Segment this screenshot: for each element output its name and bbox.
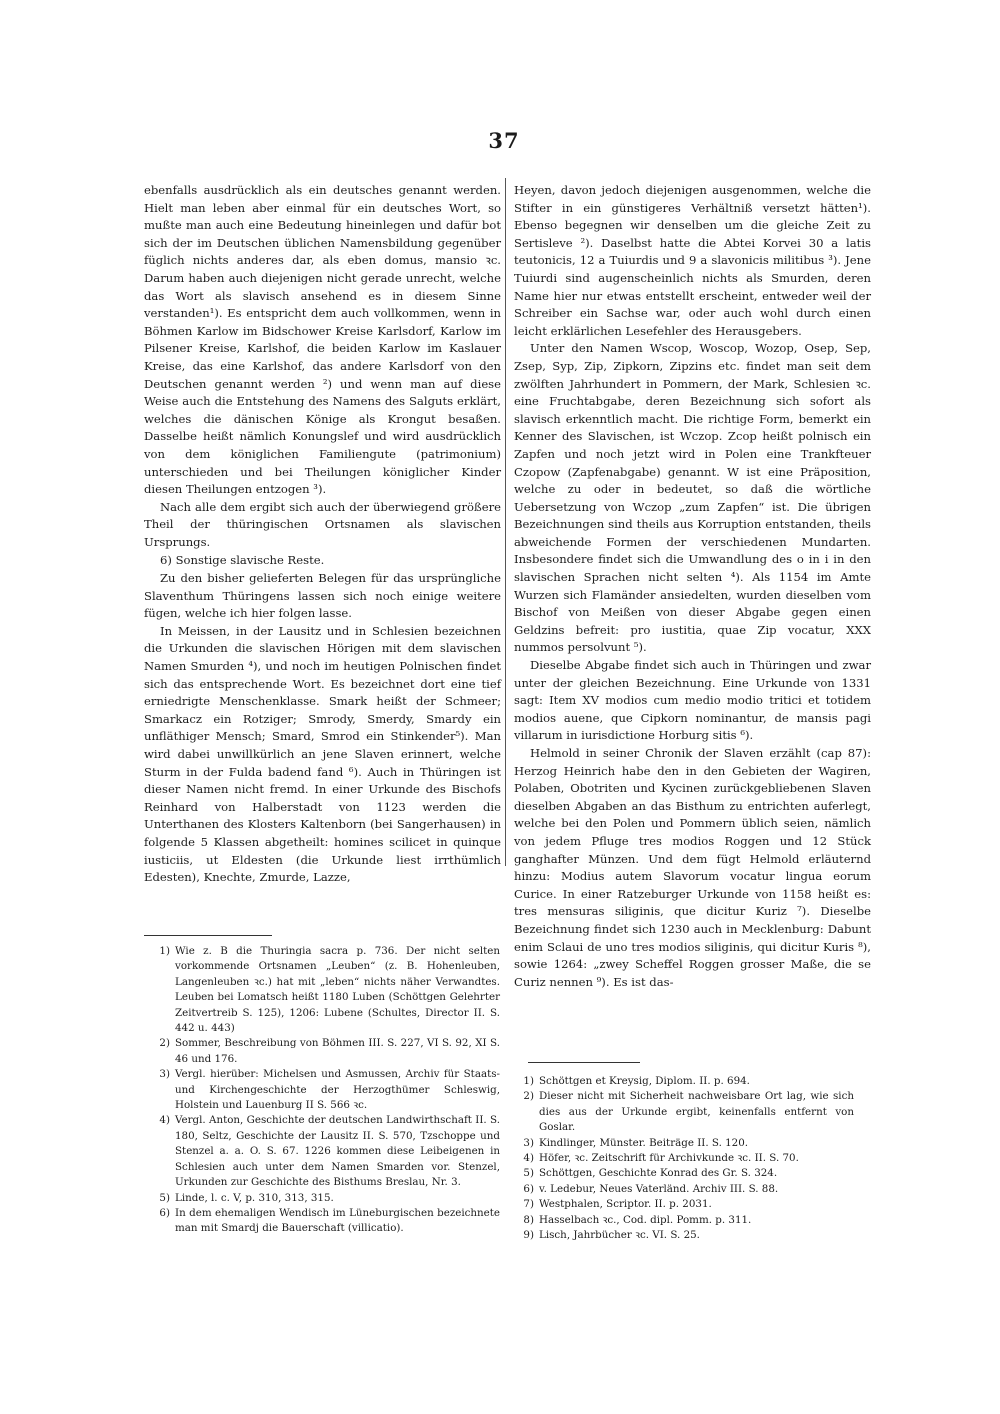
footnote-text: Vergl. Anton, Geschichte der deutschen Landwirthschaft II. S. 180, Seltz, Geschichte der Lausitz II. S. 570, Tzschoppe und Stenzel a. a. O. S. 67. 1226 kommen diese Leibeigenen in Schlesien auch unter dem Namen Smarden vor. Stenzel, Urkunden zur Geschichte des Bisthums Breslau, Nr. 3. xyxy=(175,1114,500,1189)
footnote-text: Schöttgen et Kreysig, Diplom. II. p. 694. xyxy=(539,1075,750,1087)
footnote xyxy=(150,1036,500,1067)
footnote-text: Linde, l. c. V, p. 310, 313, 315. xyxy=(175,1191,334,1204)
page-number: 37 xyxy=(488,128,520,153)
footnote-number: 6) xyxy=(523,1182,534,1195)
footnote-number: 3) xyxy=(159,1068,170,1081)
footnote-number: 7) xyxy=(523,1198,534,1211)
footnote xyxy=(514,1166,854,1181)
footnote-rule xyxy=(528,1062,640,1063)
footnote-number: 5) xyxy=(159,1191,170,1204)
footnote xyxy=(514,1182,854,1197)
footnote-text: Vergl. hierüber: Michelsen und Asmussen, Archiv für Staats- und Kirchengeschichte der Herzogthümer Schleswig, Holstein und Lauenburg II S. 566 ꝛc. xyxy=(175,1068,500,1112)
footnote xyxy=(514,1089,854,1135)
footnote-text: Hasselbach ꝛc., Cod. dipl. Pomm. p. 311. xyxy=(539,1213,752,1226)
footnote-number: 2) xyxy=(159,1037,170,1050)
footnote-text: Sommer, Beschreibung von Böhmen III. S. 227, VI S. 92, XI S. 46 und 176. xyxy=(175,1037,500,1065)
footnote xyxy=(514,1197,854,1212)
footnote xyxy=(514,1136,854,1151)
footnote xyxy=(514,1151,854,1166)
left-column xyxy=(144,182,501,887)
footnote-number: 1) xyxy=(159,945,170,957)
footnote-text: Kindlinger, Münster. Beiträge II. S. 120. xyxy=(539,1136,749,1149)
footnote-text: v. Ledebur, Neues Vaterländ. Archiv III. S. 88. xyxy=(539,1182,779,1195)
footnote-number: 1) xyxy=(523,1075,534,1087)
footnote-number: 6) xyxy=(159,1206,170,1219)
right-column xyxy=(514,182,871,991)
footnote-number: 8) xyxy=(523,1213,534,1226)
footnote xyxy=(150,944,500,1036)
footnote-text: Schöttgen, Geschichte Konrad des Gr. S. 324. xyxy=(539,1167,778,1180)
column-divider xyxy=(505,178,506,866)
footnote-rule xyxy=(144,935,272,936)
body-paragraph: Zu den bisher gelieferten Belegen für das ursprüngliche Slaventhum Thüringens lassen sich noch einige weitere fügen, welche ich hier folgen lasse. xyxy=(144,571,501,621)
footnote xyxy=(514,1074,854,1089)
footnote-text: Wie z. B die Thuringia sacra p. 736. Der nicht selten vorkommende Ortsnamen „Leuben“ (z. B. Hohenleuben, Langenleuben ꝛc.) hat mit „leben“ nichts näher Verwandtes. Leuben bei Lomatsch heißt 1180 Luben (Schöttgen Gelehrter Zeitvertreib S. 125), 1206: Lubene (Schultes, Director II. S. 442 u. 443) xyxy=(175,945,500,1035)
footnote-number: 2) xyxy=(523,1090,534,1103)
right-footnotes xyxy=(514,1074,854,1243)
footnote-number: 3) xyxy=(523,1136,534,1149)
body-paragraph: Unter den Namen Wscop, Woscop, Wozop, Osep, Sep, Zsep, Syp, Zip, Zipkorn, Zipzins etc. findet man seit dem zwölften Jahrhundert in Pommern, der Mark, Schlesien ꝛc. eine Fruchtabgabe, deren Bezeichnung sich sofort als slavisch erkenntlich macht. Die richtige Form, bemerkt ein Kenner des Slavischen, ist Wczop. Zcop heißt polnisch ein Zapfen und noch jetzt wird in Polen eine Trankfteuer Czopow (Zapfenabgabe) genannt. W ist eine Präposition, welche zu oder in bedeutet, so daß die wörtliche Uebersetzung von Wczop „zum Zapfen“ ist. Die übrigen Bezeichnungen sind theils aus Korruption entstanden, theils abweichende Formen der verschiedenen Mundarten. Insbesondere findet sich die Umwandlung des o in i in den slavischen Sprachen nicht selten ⁴). Als 1154 im Amte Wurzen sich Flamänder ansiedelten, wurden dieselben vom Bischof von Meißen von dieser Abgabe gegen einen Geldzins befreit: pro iustitia, quae Zip vocatur, XXX nummos persolvunt ⁵). xyxy=(514,341,871,655)
body-paragraph: ebenfalls ausdrücklich als ein deutsches genannt werden. Hielt man leben aber einmal für ein deutsches Wort, so mußte man auch eine Bedeutung hineinlegen und dafür bot sich der im Deutschen üblichen Namensbildung gegenüber füglich nichts anderes dar, als eben domus, mansio ꝛc. Darum haben auch diejenigen nicht gerade unrecht, welche das Wort als slavisch ansehend es in diesem Sinne verstanden¹). Es entspricht dem auch vollkommen, wenn in Böhmen Karlow im Bidschower Kreise Karlsdorf, Karlow im Pilsener Kreise, Karlshof, die beiden Karlow im Kaslauer Kreise, das eine Karlshof, das andere Karlsdorf von den Deutschen genannt werden ²) und wenn man auf diese Weise auch die Entstehung des Namens des Salguts erklärt, welches die dänischen Könige als Krongut besaßen. Dasselbe heißt nämlich Konungslef und wird ausdrücklich von dem königlichen Familiengute (patrimonium) unterschieden und bei Theilungen königlicher Kinder diesen Theilungen entzogen ³). xyxy=(144,183,501,497)
footnote xyxy=(150,1067,500,1113)
footnote-text: Westphalen, Scriptor. II. p. 2031. xyxy=(539,1198,712,1211)
body-paragraph: Dieselbe Abgabe findet sich auch in Thüringen und zwar unter der gleichen Bezeichnung. Eine Urkunde von 1331 sagt: Item XV modios cum medio modio tritici et totidem modios auene, que Cipkorn nominantur, de mansis pagi villarum in iurisdictione Horburg sitis ⁶). xyxy=(514,658,871,743)
footnote xyxy=(514,1228,854,1243)
footnote-number: 5) xyxy=(523,1167,534,1180)
footnote xyxy=(150,1206,500,1237)
section-heading: 6) Sonstige slavische Reste. xyxy=(160,553,325,568)
footnote-text: Höfer, ꝛc. Zeitschrift für Archivkunde ꝛc. II. S. 70. xyxy=(539,1152,799,1165)
footnote-text: In dem ehemaligen Wendisch im Lüneburgischen bezeichnete man mit Smardj die Bauerschaft (villicatio). xyxy=(175,1206,500,1235)
body-paragraph: Helmold in seiner Chronik der Slaven erzählt (cap 87): Herzog Heinrich habe den in den Gebieten der Wagiren, Polaben, Obotriten und Kycinen zurückgebliebenen Slaven dieselben Abgaben an das Bisthum zu entrichten auferlegt, welche bei den Polen und Pommern üblich seien, nämlich von jedem Pfluge tres modios Roggen und 12 Stück ganghafter Münzen. Und dem fügt Helmold erläuternd hinzu: Modius autem Slavorum vocatur lingua eorum Curice. In einer Ratzeburger Urkunde von 1158 heißt es: tres mensuras siliginis, que dicitur Kuriz ⁷). Dieselbe Bezeichnung findet sich 1230 auch in Mecklenburg: Dabunt enim Sclaui de uno tres modios siliginis, qui dicitur Kuris ⁸), sowie 1264: „zwey Scheffel Roggen grosser Maße, die se Curiz nennen ⁹). Es ist das- xyxy=(514,746,871,989)
footnote xyxy=(150,1113,500,1190)
body-paragraph: In Meissen, in der Lausitz und in Schlesien bezeichnen die Urkunden die slavischen Hörigen mit dem slavischen Namen Smurden ⁴), und noch im heutigen Polnischen findet sich das entsprechende Wort. Es bezeichnet dort eine tief erniedrigte Menschenklasse. Smark heißt der Schmeer; Smarkacz ein Rotziger; Smrody, Smerdy, Smardy ein unfläthiger Mensch; Smard, Smrod ein Stinkender⁵). Man wird dabei unwillkürlich an jene Slaven erinnert, welche Sturm in der Fulda badend fand ⁶). Auch in Thüringen ist dieser Namen nicht fremd. In einer Urkunde des Bischofs Reinhard von Halberstadt von 1123 werden die Unterthanen des Klosters Kaltenborn (bei Sangerhausen) in folgende 5 Klassen abgetheilt: homines scilicet in quinque iusticiis, ut Eldesten (die Urkunde liest irrthümlich Edesten), Knechte, Zmurde, Lazze, xyxy=(144,623,501,885)
footnote-number: 4) xyxy=(523,1152,534,1165)
footnote-text: Lisch, Jahrbücher ꝛc. VI. S. 25. xyxy=(539,1229,700,1242)
footnote-text: Dieser nicht mit Sicherheit nachweisbare Ort lag, wie sich dies aus der Urkunde ergibt, keinenfalls entfernt von Goslar. xyxy=(539,1090,854,1134)
footnote-number: 9) xyxy=(523,1229,534,1242)
body-paragraph: Nach alle dem ergibt sich auch der überwiegend größere Theil der thüringischen Ortsnamen als slavischen Ursprungs. xyxy=(144,499,501,549)
footnote xyxy=(514,1213,854,1228)
body-paragraph: Heyen, davon jedoch diejenigen ausgenommen, welche die Stifter in ein günstigeres Verhältniß versetzt hätten¹). Ebenso begegnen wir denselben um die gleiche Zeit zu Sertisleve ²). Daselbst hatte die Abtei Korvei 30 a latis teutonicis, 12 a Tuiurdis und 9 a slavonicis militibus ³). Jene Tuiurdi sind augenscheinlich nichts als Smurden, deren Name hier nur etwas entstellt erscheint, entweder weil der Schreiber ein Sachse war, oder auch wohl durch einen leicht erklärlichen Lesefehler des Herausgebers. xyxy=(514,183,871,338)
left-footnotes xyxy=(150,944,500,1237)
footnote-number: 4) xyxy=(159,1114,170,1127)
footnote xyxy=(150,1191,500,1206)
